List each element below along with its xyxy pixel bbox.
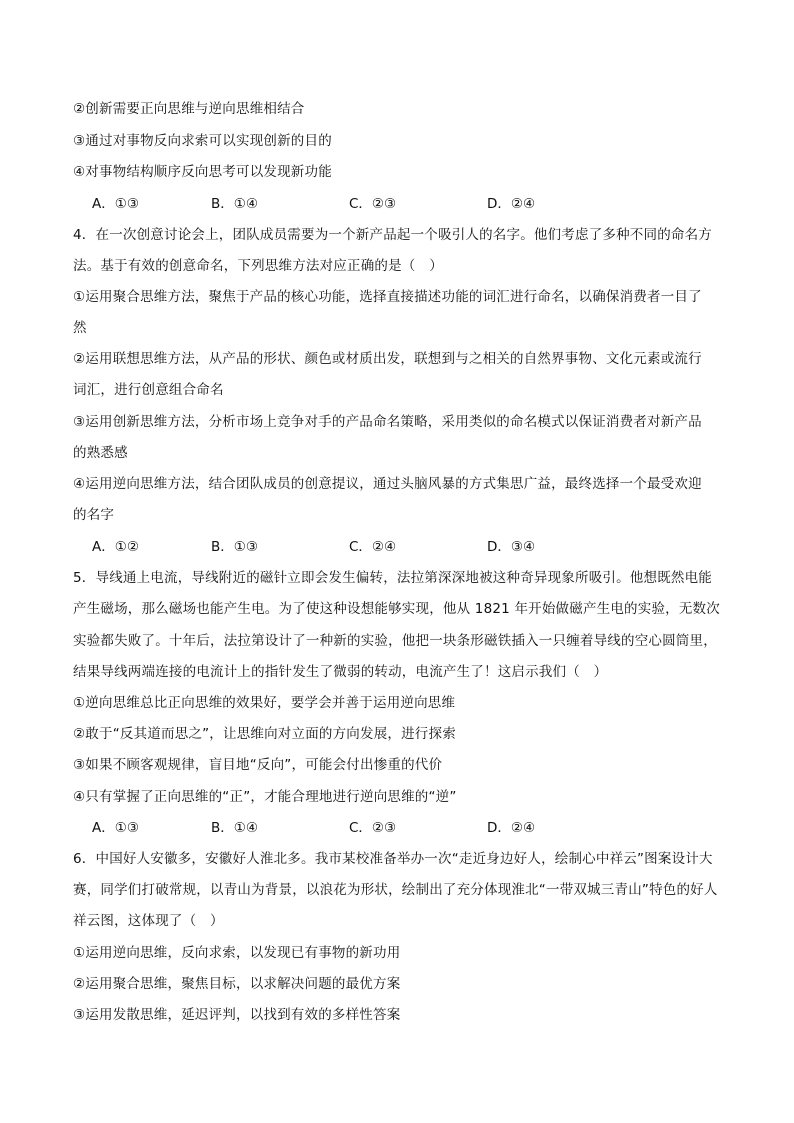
q5-stem-line-2: 产生磁场，那么磁场也能产生电。为了使这种设想能够实现，他从 1821 年开始做磁产生电的实验，无数次 xyxy=(73,601,720,617)
q5-stem-line-3: 实验都失败了。十年后，法拉第设计了一种新的实验，他把一块条形磁铁插入一只缠着导线的空心圆筒里， xyxy=(73,633,717,649)
q4-item-1-line-1: ①运用聚合思维方法，聚焦于产品的核心功能，选择直接描述功能的词汇进行命名，以确保消费者一目了 xyxy=(73,289,702,305)
q5-item-3: ③如果不顾客观规律，盲目地“反向”，可能会付出惨重的代价 xyxy=(73,757,443,773)
q4-item-2-line-2: 词汇，进行创意组合命名 xyxy=(73,382,224,398)
q4-item-1-line-2: 然 xyxy=(73,320,87,336)
q5-item-1: ①逆向思维总比正向思维的效果好，要学会并善于运用逆向思维 xyxy=(73,695,456,711)
q5-stem-line-4: 结果导线两端连接的电流计上的指针发生了微弱的转动，电流产生了！这启示我们（ ） xyxy=(73,664,608,680)
q3-option-c[interactable]: C．②③ xyxy=(349,196,397,212)
q3-item-2: ②创新需要正向思维与逆向思维相结合 xyxy=(73,101,305,117)
q5-option-d[interactable]: D．②④ xyxy=(487,820,536,836)
q5-option-b[interactable]: B．①④ xyxy=(211,820,258,836)
q5-item-2: ②敢于“反其道而思之”，让思维向对立面的方向发展，进行探索 xyxy=(73,726,456,742)
q3-item-4: ④对事物结构顺序反向思考可以发现新功能 xyxy=(73,164,332,180)
q4-item-3-line-2: 的熟悉感 xyxy=(73,445,128,461)
q5-option-a[interactable]: A．①③ xyxy=(92,820,139,836)
q6-stem-line-3: 祥云图，这体现了（ ） xyxy=(73,913,224,929)
q5-item-4: ④只有掌握了正向思维的“正”，才能合理地进行逆向思维的“逆” xyxy=(73,789,457,805)
q4-option-a[interactable]: A．①② xyxy=(92,539,139,555)
q4-item-3-line-1: ③运用创新思维方法，分析市场上竞争对手的产品命名策略，采用类似的命名模式以保证消费者对新产品 xyxy=(73,414,702,430)
q4-item-4-line-1: ④运用逆向思维方法，结合团队成员的创意提议，通过头脑风暴的方式集思广益，最终选择一个最受欢迎 xyxy=(73,476,702,492)
q3-option-b[interactable]: B．①④ xyxy=(211,196,258,212)
q3-option-d[interactable]: D．②④ xyxy=(487,196,536,212)
q4-option-b[interactable]: B．①③ xyxy=(211,539,258,555)
q3-option-a[interactable]: A．①③ xyxy=(92,196,139,212)
q6-stem-line-1: 6．中国好人安徽多，安徽好人淮北多。我市某校准备举办一次“走近身边好人，绘制心中祥云”图案设计大 xyxy=(73,851,713,867)
q6-item-1: ①运用逆向思维，反向求索，以发现已有事物的新功用 xyxy=(73,945,401,961)
q4-option-c[interactable]: C．②④ xyxy=(349,539,397,555)
q4-stem-line-2: 法。基于有效的创意命名，下列思维方法对应正确的是（ ） xyxy=(73,258,443,274)
q6-item-3: ③运用发散思维，延迟评判，以找到有效的多样性答案 xyxy=(73,1007,401,1023)
q4-options xyxy=(73,538,723,556)
q4-item-2-line-1: ②运用联想思维方法，从产品的形状、颜色或材质出发，联想到与之相关的自然界事物、文化元素或流行 xyxy=(73,351,702,367)
q4-option-d[interactable]: D．③④ xyxy=(487,539,536,555)
q5-option-c[interactable]: C．②③ xyxy=(349,820,397,836)
q4-stem-line-1: 4．在一次创意讨论会上，团队成员需要为一个新产品起一个吸引人的名字。他们考虑了多种不同的命名方 xyxy=(73,227,712,243)
q5-stem-line-1: 5．导线通上电流，导线附近的磁针立即会发生偏转，法拉第深深地被这种奇异现象所吸引。他想既然电能 xyxy=(73,570,712,586)
q3-item-3: ③通过对事物反向求索可以实现创新的目的 xyxy=(73,133,332,149)
q6-item-2: ②运用聚合思维，聚焦目标，以求解决问题的最优方案 xyxy=(73,976,401,992)
q4-item-4-line-2: 的名字 xyxy=(73,507,115,523)
q5-options xyxy=(73,819,723,837)
q3-options xyxy=(73,195,723,213)
q6-stem-line-2: 赛，同学们打破常规，以青山为背景，以浪花为形状，绘制出了充分体现淮北“一带双城三青山”特色的好人 xyxy=(73,882,718,898)
